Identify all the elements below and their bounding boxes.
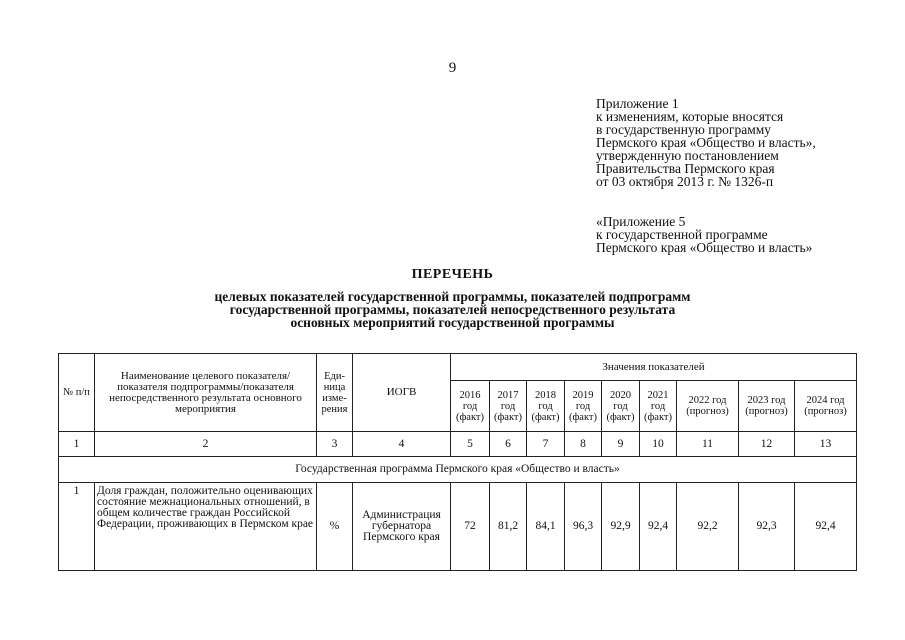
document-subtitle xyxy=(0,290,905,329)
subtitle-line: основных мероприятий государственной программы xyxy=(290,315,615,330)
subtitle-line: государственной программы, показателей непосредственного результата xyxy=(229,302,676,317)
header-name: Наименование целевого показателя/ показателя подпрограммы/показателя непосредственного результата основного мероприятия xyxy=(95,354,317,432)
appendix-1-line: утвержденную постановлением xyxy=(596,148,779,163)
appendix-1-line: от 03 октября 2013 г. № 1326-п xyxy=(596,174,774,189)
column-number: 3 xyxy=(317,432,353,457)
header-unit: Еди-ница изме-рения xyxy=(317,354,353,432)
section-title: Государственная программа Пермского края «Общество и власть» xyxy=(59,457,857,483)
column-number: 11 xyxy=(677,432,739,457)
appendix-1-line: в государственную программу xyxy=(596,122,772,137)
header-values-group: Значения показателей xyxy=(451,354,857,381)
row-value: 92,9 xyxy=(602,483,640,571)
row-value: 84,1 xyxy=(527,483,565,571)
row-value: 96,3 xyxy=(565,483,602,571)
column-number: 4 xyxy=(353,432,451,457)
subtitle-line: целевых показателей государственной программы, показателей подпрограмм xyxy=(214,289,691,304)
row-name: Доля граждан, положительно оценивающих состояние межнациональных отношений, в общем количестве граждан Российской Федерации, проживающих в Пермском крае xyxy=(95,483,317,571)
appendix-1-line: Правительства Пермского края xyxy=(596,161,775,176)
header-year: 2019 год (факт) xyxy=(565,381,602,432)
column-number: 12 xyxy=(739,432,795,457)
header-year: 2021 год (факт) xyxy=(640,381,677,432)
row-num: 1 xyxy=(59,483,95,571)
row-unit: % xyxy=(317,483,353,571)
section-row xyxy=(59,457,857,483)
column-number: 8 xyxy=(565,432,602,457)
header-year: 2018 год (факт) xyxy=(527,381,565,432)
header-year: 2024 год (прогноз) xyxy=(795,381,857,432)
column-number: 5 xyxy=(451,432,490,457)
header-num: № п/п xyxy=(59,354,95,432)
appendix-1-line: Приложение 1 xyxy=(596,96,679,111)
appendix-5-line: Пермского края «Общество и власть» xyxy=(596,240,813,255)
document-title: ПЕРЕЧЕНЬ xyxy=(411,267,494,282)
column-number: 6 xyxy=(490,432,527,457)
header-iogv: ИОГВ xyxy=(353,354,451,432)
column-number: 7 xyxy=(527,432,565,457)
column-number: 1 xyxy=(59,432,95,457)
header-year: 2017 год (факт) xyxy=(490,381,527,432)
appendix-5-line: к государственной программе xyxy=(596,227,768,242)
appendix-1-line: к изменениям, которые вносятся xyxy=(596,109,784,124)
header-year: 2023 год (прогноз) xyxy=(739,381,795,432)
row-value: 92,4 xyxy=(795,483,857,571)
table-row xyxy=(59,483,857,571)
row-value: 92,4 xyxy=(640,483,677,571)
column-number: 2 xyxy=(95,432,317,457)
column-number: 10 xyxy=(640,432,677,457)
row-iogv: Администрация губернатора Пермского края xyxy=(353,483,451,571)
column-number-row xyxy=(59,432,857,457)
indicators-table xyxy=(58,353,857,571)
header-year: 2022 год (прогноз) xyxy=(677,381,739,432)
row-value: 92,3 xyxy=(739,483,795,571)
column-number: 9 xyxy=(602,432,640,457)
column-number: 13 xyxy=(795,432,857,457)
appendix-1-block xyxy=(596,97,816,188)
header-year: 2020 год (факт) xyxy=(602,381,640,432)
row-value: 72 xyxy=(451,483,490,571)
header-year: 2016 год (факт) xyxy=(451,381,490,432)
appendix-5-line: «Приложение 5 xyxy=(596,214,686,229)
appendix-5-block xyxy=(596,215,812,254)
page-number: 9 xyxy=(448,60,457,76)
appendix-1-line: Пермского края «Общество и власть», xyxy=(596,135,816,150)
row-value: 92,2 xyxy=(677,483,739,571)
row-value: 81,2 xyxy=(490,483,527,571)
